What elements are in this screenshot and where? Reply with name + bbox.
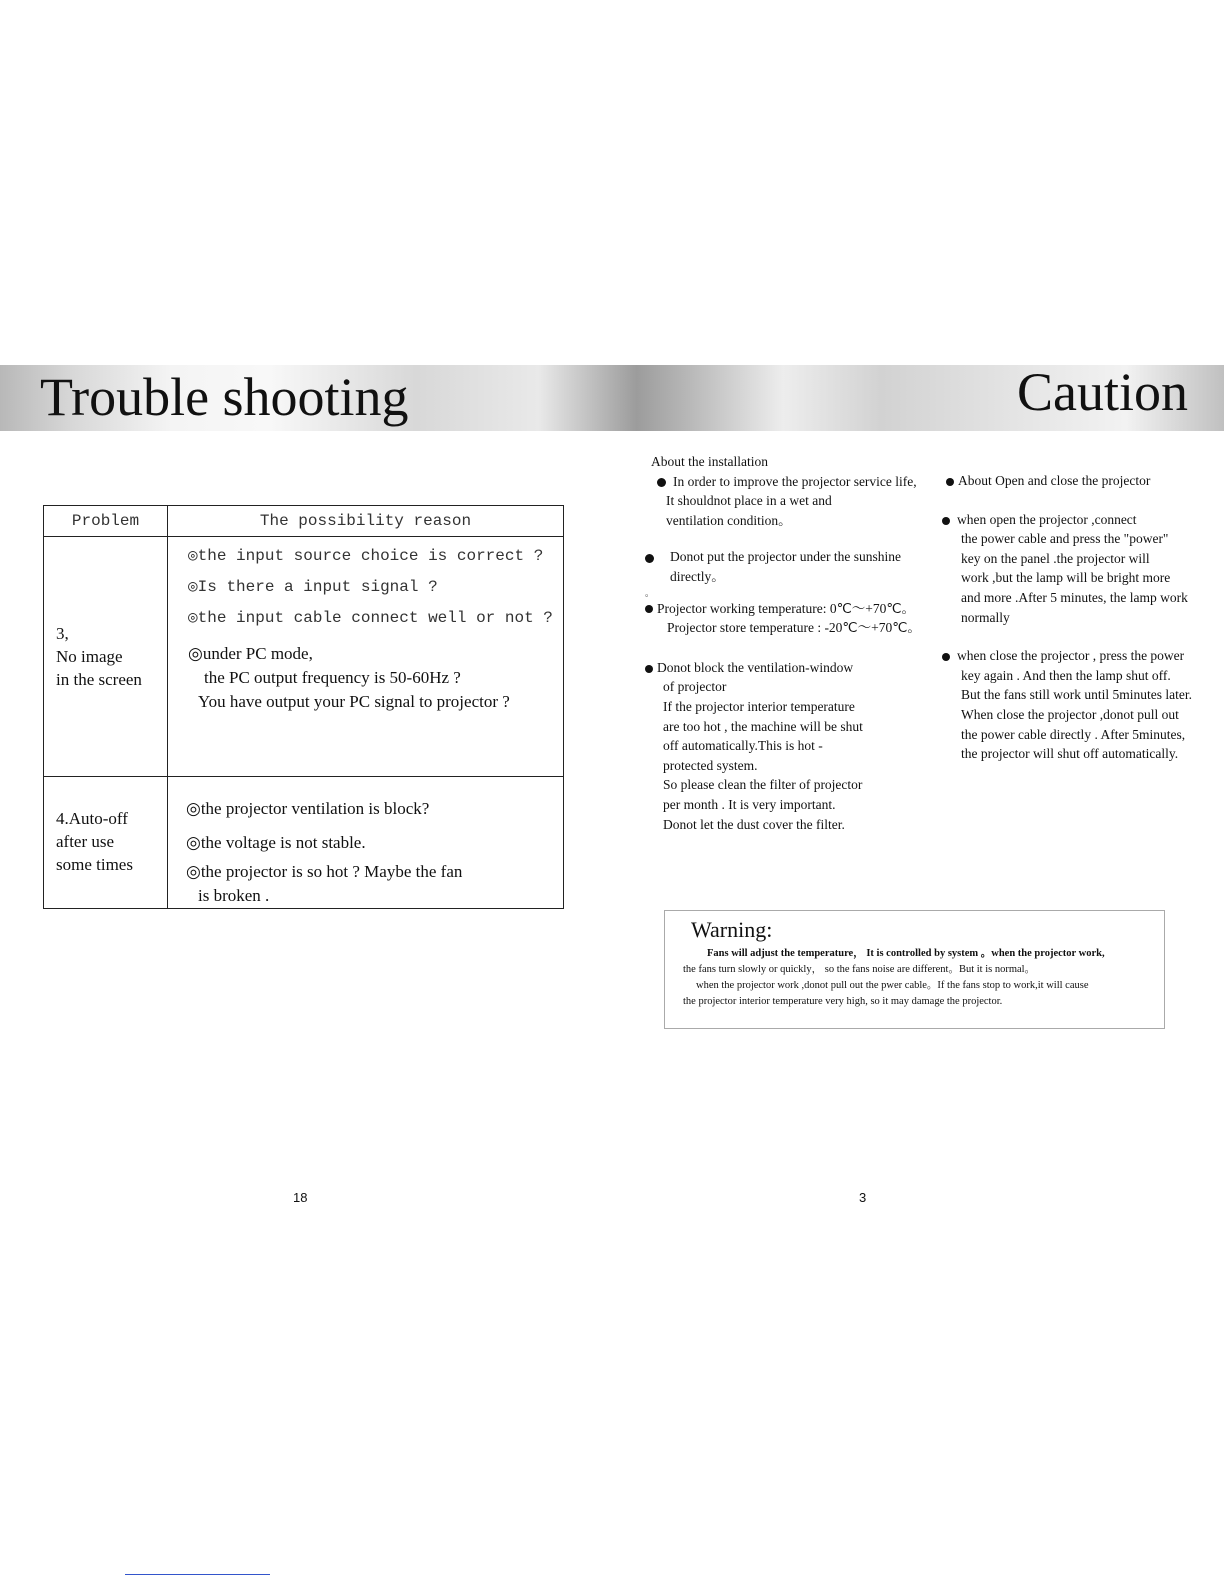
bullet-icon (942, 653, 950, 661)
reason-line: ◎the input cable connect well or not ? (188, 609, 553, 627)
reason-cell (168, 777, 564, 909)
problem-cell (44, 537, 168, 777)
reason-line: the PC output frequency is 50-60Hz ? (204, 668, 461, 687)
reason-line: You have output your PC signal to projector ? (198, 692, 510, 711)
install-item-text: Donot put the projector under the sunshine (670, 549, 901, 565)
warning-box (664, 910, 1165, 1029)
bottom-underline (125, 1574, 270, 1575)
close-item-text: key again . And then the lamp shut off. (961, 667, 1171, 683)
reason-line: ◎the projector is so hot ? Maybe the fan (186, 862, 463, 881)
close-item-text: the power cable directly . After 5minutes, (961, 726, 1186, 742)
install-item-2 (645, 547, 951, 567)
open-item-1 (942, 510, 1216, 530)
installation-section (645, 452, 951, 834)
problem-line: No image (56, 647, 123, 666)
install-item-text: of projector (663, 679, 727, 695)
bullet-icon (946, 478, 954, 486)
problem-line: in the screen (56, 670, 142, 689)
reason-line: is broken . (198, 886, 270, 905)
open-item-text: key on the panel .the projector will (961, 550, 1150, 566)
page-number-right: 3 (859, 1190, 867, 1205)
install-item-text: protected system. (663, 757, 758, 773)
install-item-text: Projector store temperature : -20℃～+70℃。 (667, 620, 921, 636)
close-item (942, 646, 1216, 666)
install-item-text: So please clean the filter of projector (663, 777, 863, 793)
warning-text (683, 946, 1153, 1010)
warning-line: the projector interior temperature very high, so it may damage the projector. (683, 996, 1003, 1007)
open-item-text: work ,but the lamp will be bright more (961, 570, 1171, 586)
open-item-text: and more .After 5 minutes, the lamp work (961, 589, 1188, 605)
table-row (44, 777, 564, 909)
install-item-text: Donot block the ventilation-window (657, 659, 854, 675)
reason-line: ◎the voltage is not stable. (186, 833, 366, 852)
install-item-text: per month . It is very important. (663, 796, 836, 812)
warning-line: Fans will adjust the temperature， It is controlled by system 。when the projector work, (707, 948, 1105, 959)
problem-line: after use (56, 832, 115, 851)
reason-line: ◎Is there a input signal ? (188, 578, 438, 596)
header-reason: The possibility reason (168, 506, 564, 537)
bullet-icon (645, 605, 653, 613)
install-item-4 (645, 658, 951, 678)
page-title-right: Caution (1017, 362, 1188, 422)
install-item-3 (645, 599, 951, 619)
problem-line: 4.Auto-off (56, 809, 128, 828)
reason-line: ◎the input source choice is correct ? (188, 547, 544, 565)
install-item-text: Donot let the dust cover the filter. (663, 816, 845, 832)
warning-line: the fans turn slowly or quickly， so the fans noise are different。But it is normal。 (683, 964, 1036, 975)
problem-line: some times (56, 855, 133, 874)
install-item-text: off automatically.This is hot - (663, 738, 823, 754)
install-item-text: directly。 (670, 568, 725, 584)
installation-heading: About the installation (651, 454, 768, 469)
open-item-text: the power cable and press the "power" (961, 531, 1169, 547)
install-item-text: are too hot , the machine will be shut (663, 718, 863, 734)
trouble-table (43, 505, 564, 909)
bullet-icon (942, 517, 950, 525)
close-item-text: When close the projector ,donot pull out (961, 706, 1179, 722)
close-item-text: But the fans still work until 5minutes later. (961, 687, 1192, 703)
install-item-text: If the projector interior temperature (663, 698, 855, 714)
install-item-text: ventilation condition。 (666, 512, 792, 528)
open-item-text: normally (961, 609, 1010, 625)
install-item-text: Projector working temperature: 0℃～+70℃。 (657, 600, 916, 616)
open-close-heading (946, 471, 1216, 491)
reason-line: ◎the projector ventilation is block? (186, 799, 430, 818)
header-problem: Problem (44, 506, 168, 537)
table-header-row (44, 506, 564, 537)
bullet-icon (657, 478, 666, 487)
reason-line: ◎under PC mode, (188, 644, 313, 663)
install-item-text: It shouldnot place in a wet and (666, 493, 832, 509)
install-item-text: In order to improve the projector service life, (673, 473, 917, 489)
open-close-section (946, 471, 1216, 764)
table-row (44, 537, 564, 777)
problem-line: 3, (56, 624, 69, 643)
install-item-1 (651, 472, 951, 492)
open-close-heading-text: About Open and close the projector (958, 473, 1151, 488)
close-item-text: when close the projector , press the power (957, 648, 1185, 664)
open-item-text: when open the projector ,connect (957, 511, 1137, 527)
close-item-text: the projector will shut off automatically. (961, 746, 1179, 762)
stray-mark: 。 (645, 587, 655, 598)
page-title-left: Trouble shooting (40, 367, 409, 427)
reason-cell (168, 537, 564, 777)
warning-line: when the projector work ,donot pull out the pwer cable。If the fans stop to work,it will cause (696, 980, 1089, 991)
bullet-icon (645, 665, 653, 673)
problem-cell (44, 777, 168, 909)
page-number-left: 18 (293, 1190, 308, 1205)
bullet-icon (645, 554, 654, 563)
warning-title: Warning: (691, 917, 773, 942)
